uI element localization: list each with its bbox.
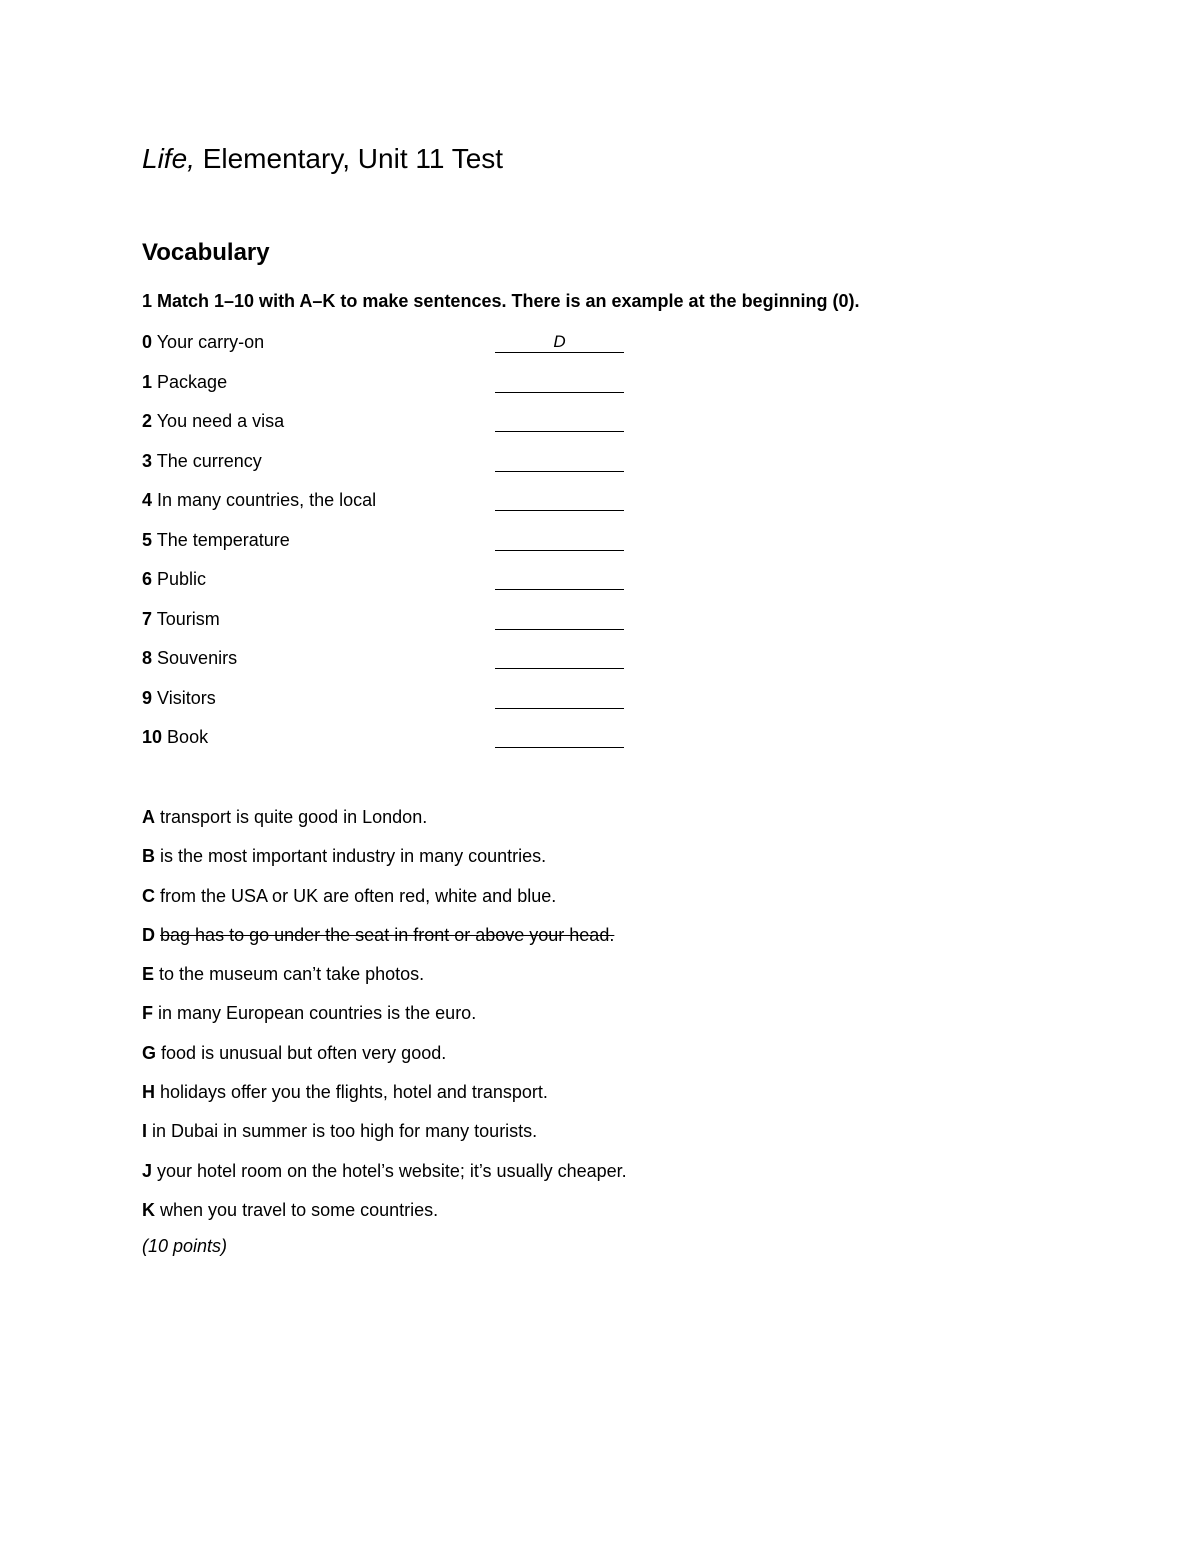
- matching-item: [142, 328, 742, 368]
- option-letter: B: [142, 846, 155, 867]
- matching-item: [142, 605, 742, 645]
- answer-blank[interactable]: [495, 644, 624, 669]
- item-number: 10: [142, 727, 163, 747]
- answer-blank[interactable]: [495, 723, 624, 748]
- matching-option: [142, 1196, 627, 1235]
- option-letter: D: [142, 924, 155, 945]
- item-number: 7: [142, 608, 153, 629]
- item-number: 6: [142, 569, 153, 589]
- matching-option: [142, 960, 627, 999]
- option-text: from the USA or UK are often red, white and blue.: [160, 885, 557, 906]
- option-text: your hotel room on the hotel’s website; it’s usually cheaper.: [157, 1160, 627, 1181]
- matching-option: [142, 1078, 627, 1117]
- item-text: Souvenirs: [157, 648, 238, 668]
- option-text: food is unusual but often very good.: [161, 1042, 447, 1063]
- item-number: 3: [142, 450, 153, 471]
- item-number: 0: [142, 332, 153, 352]
- points-note: (10 points): [142, 1236, 228, 1256]
- matching-option: [142, 1039, 627, 1078]
- page-title: [142, 143, 503, 175]
- item-text: Tourism: [156, 608, 220, 629]
- option-letter: H: [142, 1082, 155, 1103]
- answer-blank[interactable]: [495, 368, 624, 393]
- item-text: Book: [167, 727, 209, 747]
- item-number: 5: [142, 529, 153, 550]
- answer-blank[interactable]: [495, 684, 624, 709]
- matching-option: [142, 842, 627, 881]
- matching-item: [142, 684, 742, 724]
- item-text: Visitors: [157, 687, 216, 708]
- option-letter: C: [142, 885, 155, 906]
- matching-items-list: [142, 328, 742, 763]
- option-letter: K: [142, 1199, 155, 1220]
- matching-option: [142, 1117, 627, 1156]
- option-text: bag has to go under the seat in front or above your head.: [160, 924, 615, 945]
- matching-item: [142, 526, 742, 566]
- answer-blank[interactable]: [495, 407, 624, 432]
- item-text: In many countries, the local: [157, 490, 377, 510]
- answer-blank[interactable]: [495, 605, 624, 630]
- option-letter: G: [142, 1042, 157, 1063]
- matching-option: [142, 921, 627, 960]
- matching-option: [142, 882, 627, 921]
- option-letter: J: [142, 1160, 153, 1181]
- title-italic: Life,: [142, 143, 195, 174]
- item-text: Your carry-on: [156, 332, 265, 352]
- item-text: Package: [157, 371, 228, 392]
- matching-item: [142, 644, 742, 684]
- option-text: in many European countries is the euro.: [158, 1003, 477, 1024]
- answer-blank[interactable]: [495, 565, 624, 590]
- option-text: holidays offer you the flights, hotel and transport.: [160, 1082, 548, 1103]
- option-letter: A: [142, 807, 155, 827]
- option-text: in Dubai in summer is too high for many tourists.: [152, 1121, 538, 1142]
- item-number: 8: [142, 648, 153, 668]
- matching-item: [142, 486, 742, 526]
- option-letter: E: [142, 964, 155, 985]
- title-rest: Elementary, Unit 11 Test: [194, 143, 504, 174]
- option-text: to the museum can’t take photos.: [159, 964, 425, 985]
- answer-blank[interactable]: [495, 526, 624, 551]
- item-text: The currency: [156, 450, 262, 471]
- item-number: 1: [142, 371, 153, 392]
- matching-item: [142, 565, 742, 605]
- answer-blank[interactable]: D: [495, 328, 624, 353]
- matching-option: [142, 803, 627, 842]
- answer-blank[interactable]: [495, 447, 624, 472]
- option-letter: I: [142, 1121, 148, 1142]
- matching-item: [142, 723, 742, 763]
- section-heading: Vocabulary: [142, 239, 270, 266]
- item-number: 2: [142, 411, 153, 431]
- item-number: 4: [142, 490, 153, 510]
- item-number: 9: [142, 687, 153, 708]
- matching-item: [142, 447, 742, 487]
- option-text: when you travel to some countries.: [160, 1199, 439, 1220]
- matching-item: [142, 407, 742, 447]
- option-text: transport is quite good in London.: [160, 807, 428, 827]
- option-letter: F: [142, 1003, 153, 1024]
- matching-option: [142, 999, 627, 1038]
- matching-item: [142, 368, 742, 408]
- item-text: Public: [157, 569, 207, 589]
- item-text: You need a visa: [156, 411, 285, 431]
- option-text: is the most important industry in many countries.: [160, 846, 547, 867]
- matching-option: [142, 1157, 627, 1196]
- matching-options-list: [142, 803, 627, 1235]
- item-text: The temperature: [156, 529, 290, 550]
- answer-blank[interactable]: [495, 486, 624, 511]
- exercise-instruction: 1 Match 1–10 with A–K to make sentences. There is an example at the beginning (0).: [142, 291, 860, 311]
